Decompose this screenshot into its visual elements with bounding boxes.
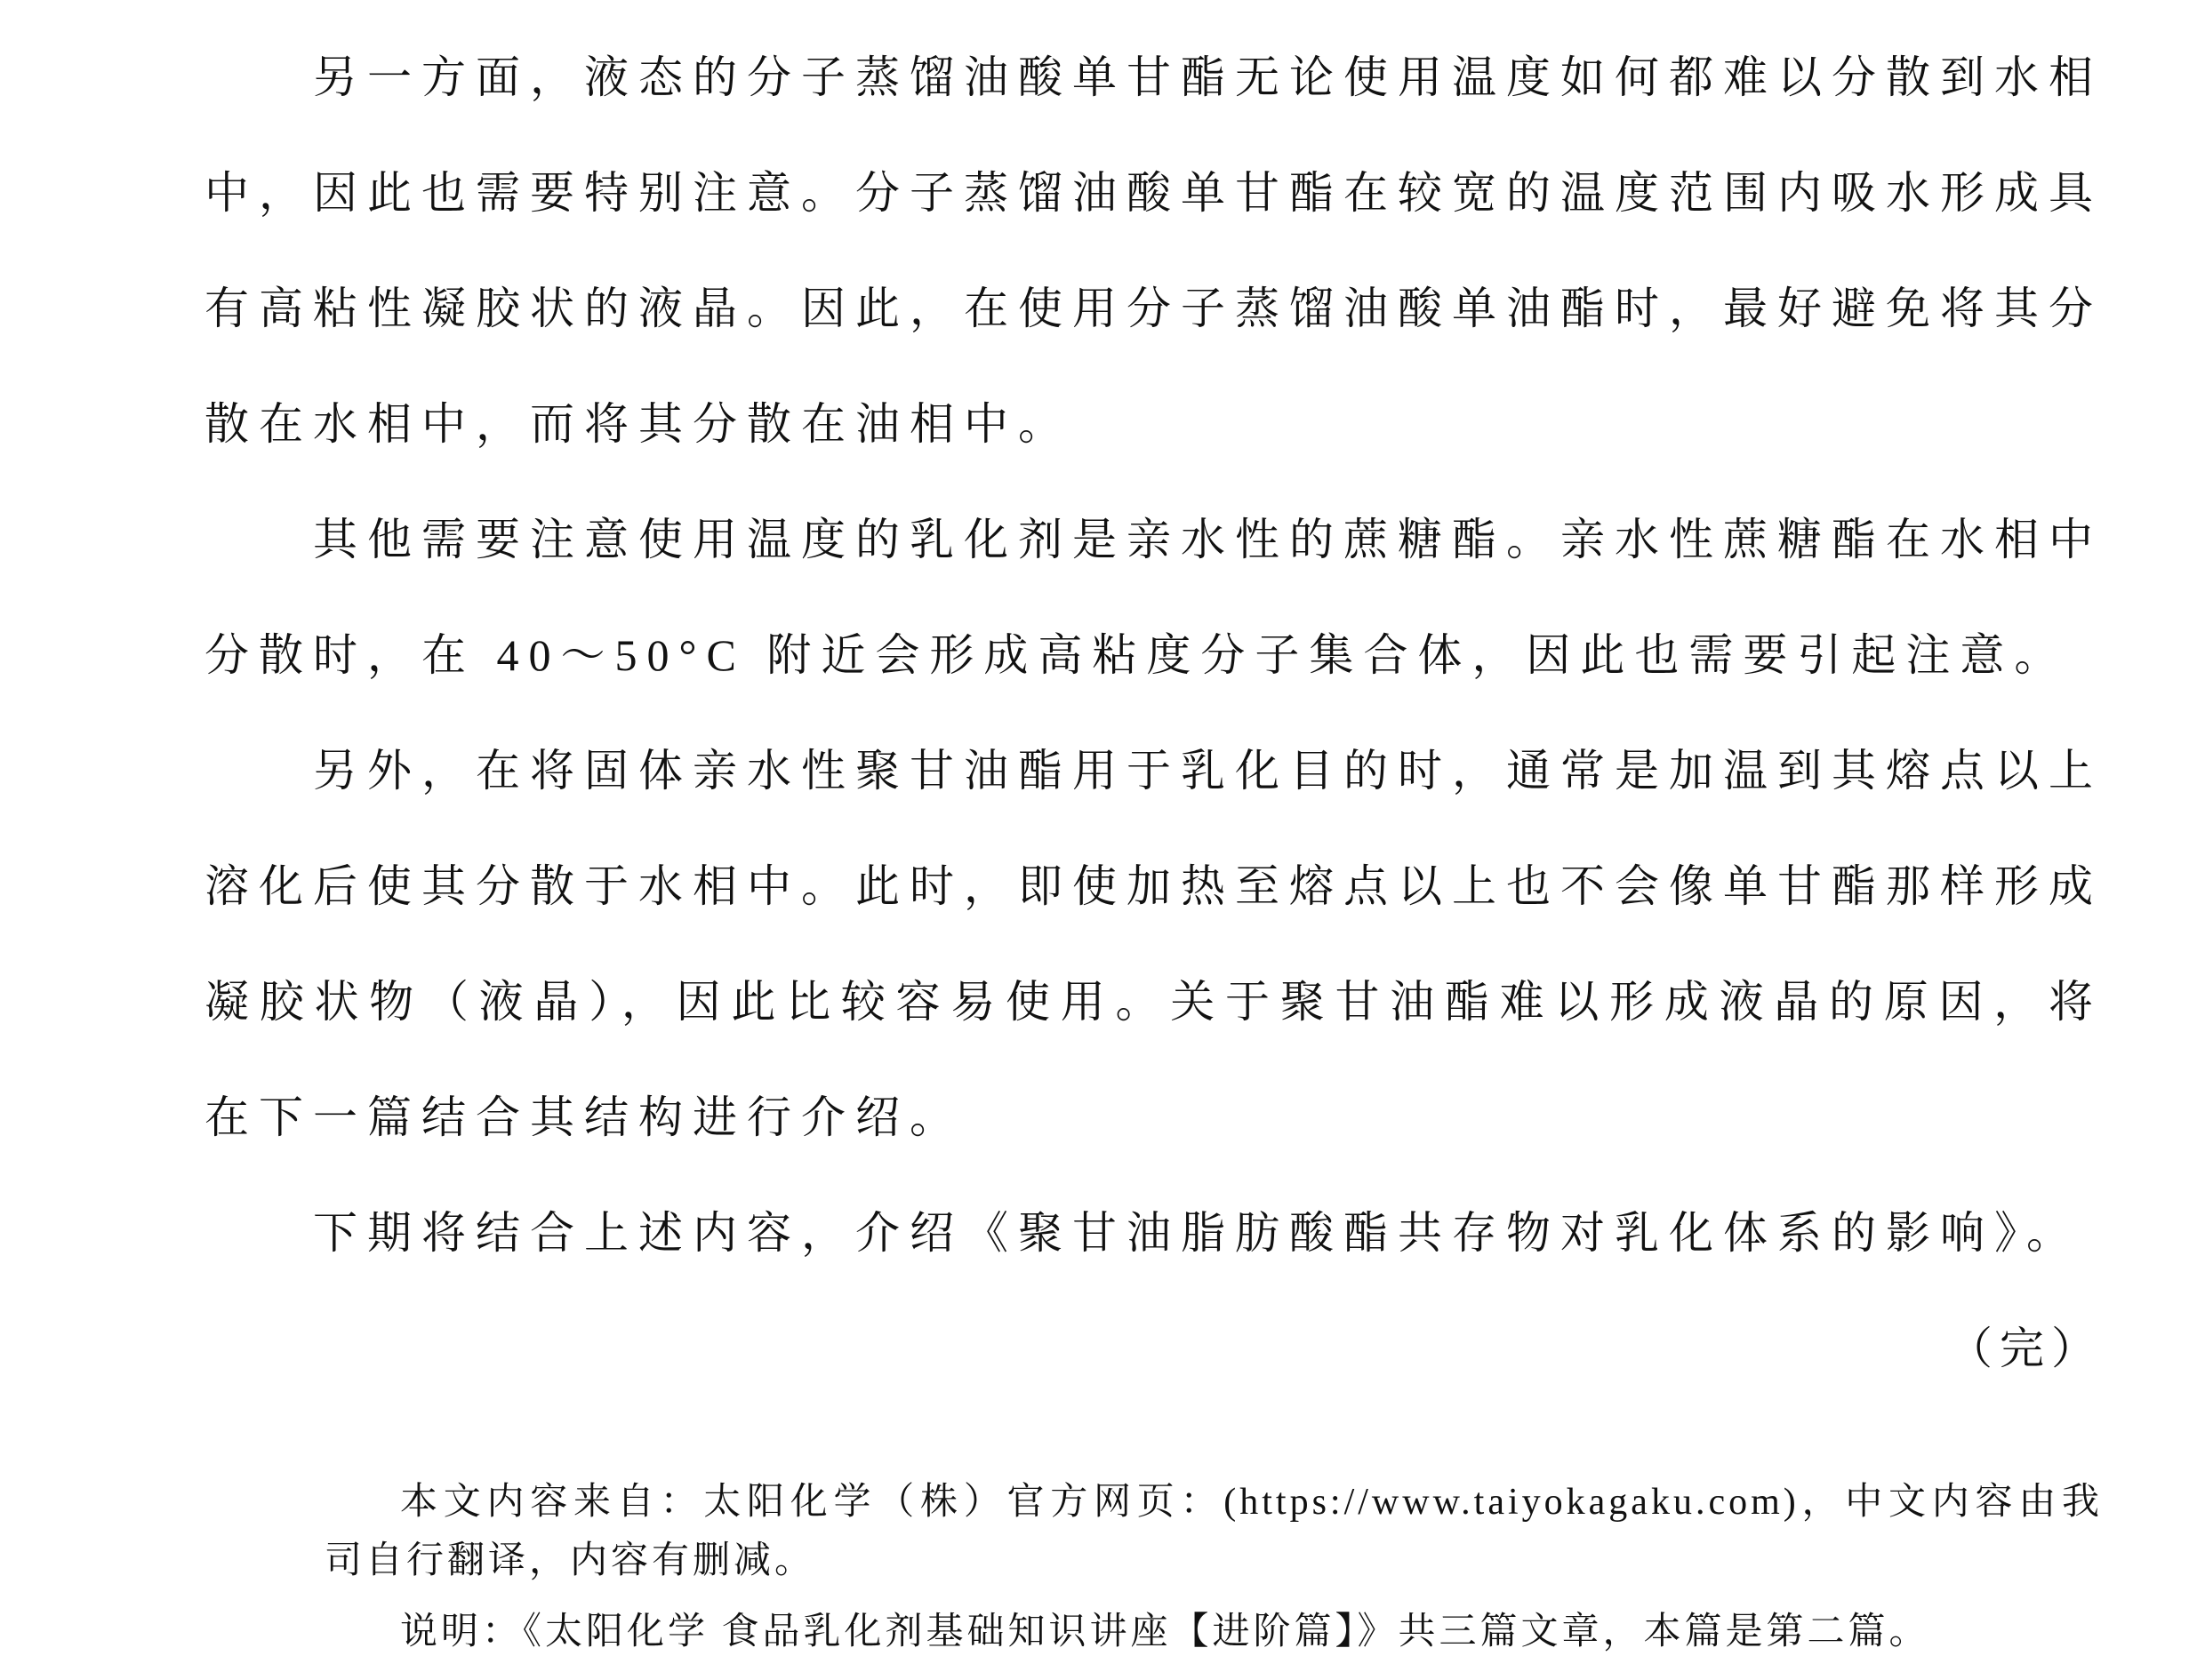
- footer-line: 说明：《太阳化学 食品乳化剂基础知识讲座【进阶篇】》共三篇文章，本篇是第二篇。: [400, 1612, 1930, 1652]
- body-line: 另一方面，液态的分子蒸馏油酸单甘酯无论使用温度如何都难以分散到水相: [313, 52, 2103, 102]
- body-line: 下期将结合上述内容，介绍《聚甘油脂肪酸酯共存物对乳化体系的影响》。: [313, 1208, 2081, 1258]
- body-line: 在下一篇结合其结构进行介绍。: [204, 1092, 964, 1142]
- body-line: 散在水相中，而将其分散在油相中。: [204, 399, 1072, 449]
- body-line: 有高粘性凝胶状的液晶。因此，在使用分子蒸馏油酸单油酯时，最好避免将其分: [204, 284, 2103, 333]
- body-line: 凝胶状物（液晶），因此比较容易使用。关于聚甘油酯难以形成液晶的原因，将: [204, 977, 2103, 1027]
- source-note: [325, 1473, 2103, 1661]
- footer-line: 本文内容来自：太阳化学（株）官方网页：(https://www.taiyokagaku.com)，中文内容由我: [400, 1482, 2103, 1523]
- body-line: 另外，在将固体亲水性聚甘油酯用于乳化目的时，通常是加温到其熔点以上: [313, 746, 2103, 796]
- footer-line: 司自行翻译，内容有删减。: [325, 1540, 816, 1581]
- body-line: 分散时，在 40～50°C 附近会形成高粘度分子集合体，因此也需要引起注意。: [204, 630, 2069, 680]
- body-line: 其他需要注意使用温度的乳化剂是亲水性的蔗糖酯。亲水性蔗糖酯在水相中: [313, 515, 2103, 564]
- body-line: 溶化后使其分散于水相中。此时，即使加热至熔点以上也不会像单甘酯那样形成: [204, 861, 2103, 911]
- article-body: [204, 20, 2103, 1406]
- body-line: 中，因此也需要特别注意。分子蒸馏油酸单甘酯在较宽的温度范围内吸水形成具: [204, 168, 2103, 218]
- end-mark: （完）: [1948, 1324, 2103, 1373]
